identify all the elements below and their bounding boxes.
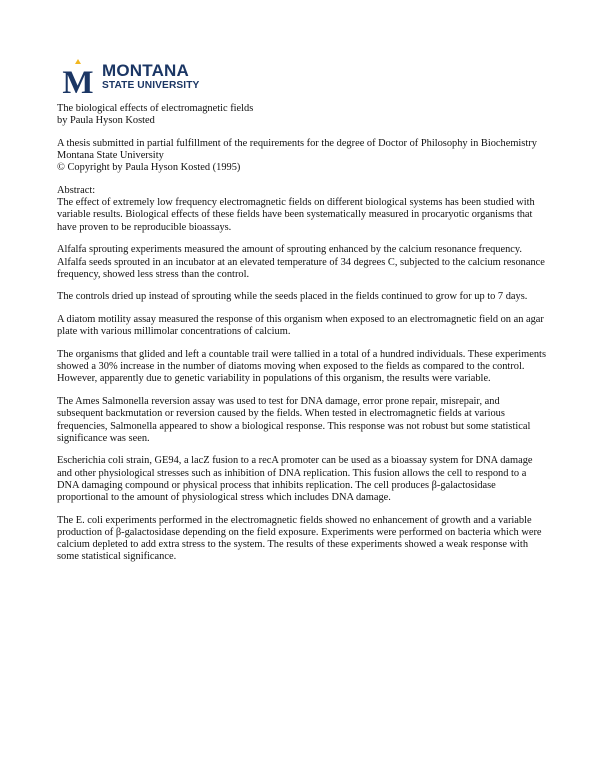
university-logo — [58, 58, 199, 96]
thesis-copyright: © Copyright by Paula Hyson Kosted (1995) — [57, 162, 241, 174]
abstract-label: Abstract: — [57, 185, 96, 197]
abstract-paragraph: The Ames Salmonella reversion assay was used to test for DNA damage, error prone repair, misrepair, and subsequent backmutation or reversion caused by the fields. When tested in electromagnetic fields at various frequencies, Salmonella appeared to show a biological response. This response was not robust but some statistical significance was seen. — [57, 396, 531, 444]
abstract-paragraph: Alfalfa sprouting experiments measured the amount of sprouting enhanced by the calcium resonance frequency. Alfalfa seeds sprouted in an incubator at an elevated temperature of 34 degrees C, subjected to the calcium resonance frequency, showed less stress than the control. — [57, 244, 545, 280]
document-author: by Paula Hyson Kosted — [57, 115, 155, 127]
msu-m-logo-icon — [58, 58, 98, 96]
thesis-statement: A thesis submitted in partial fulfillment of the requirements for the degree of Doctor of Philosophy in Biochemistry — [57, 137, 537, 149]
thesis-info — [57, 138, 547, 175]
abstract-paragraph: Escherichia coli strain, GE94, a lacZ fusion to a recA promoter can be used as a bioassay system for DNA damage and other physiological stresses such as inhibition of DNA replication. This fusion allows the cell to respond to a DNA damaging compound or physical process that inhibits replication. The cell produces β-galactosidase proportional to the amount of physiological stress which includes DNA damage. — [57, 455, 533, 504]
title-block — [57, 103, 547, 127]
abstract-paragraph: The controls dried up instead of sprouting while the seeds placed in the fields continued to grow for up to 7 days. — [57, 291, 528, 303]
abstract-paragraph: A diatom motility assay measured the response of this organism when exposed to an electromagnetic field on an agar plate with various millimolar concentrations of calcium. — [57, 314, 544, 338]
abstract-intro-block — [57, 185, 547, 234]
abstract-paragraph: The E. coli experiments performed in the electromagnetic fields showed no enhancement of growth and a variable production of β-galactosidase depending on the field exposure. Experiments were performed on bacteria which were calcium depleted to add extra stress to the system. The results of these experiments showed a weak response with some statistical significance. — [57, 514, 542, 563]
document-body — [57, 103, 547, 574]
svg-text:M: M — [62, 65, 94, 96]
thesis-university: Montana State University — [57, 150, 164, 162]
abstract-intro: The effect of extremely low frequency electromagnetic fields on different biological systems has been studied with variable results. Biological effects of these fields have been systematically measured in procaryotic organisms that have proven to be reproducible bioassays. — [57, 197, 535, 233]
logo-sub-text: STATE UNIVERSITY — [102, 80, 200, 92]
abstract-paragraph: The organisms that glided and left a countable trail were tallied in a total of a hundred individuals. These experiments showed a 30% increase in the number of diatoms moving when exposed to the fields as compared to the control. However, apparently due to genetic variability in populations of this organism, the results were variable. — [57, 349, 546, 385]
document-title: The biological effects of electromagnetic fields — [57, 103, 254, 114]
logo-main-text: MONTANA — [102, 61, 190, 81]
